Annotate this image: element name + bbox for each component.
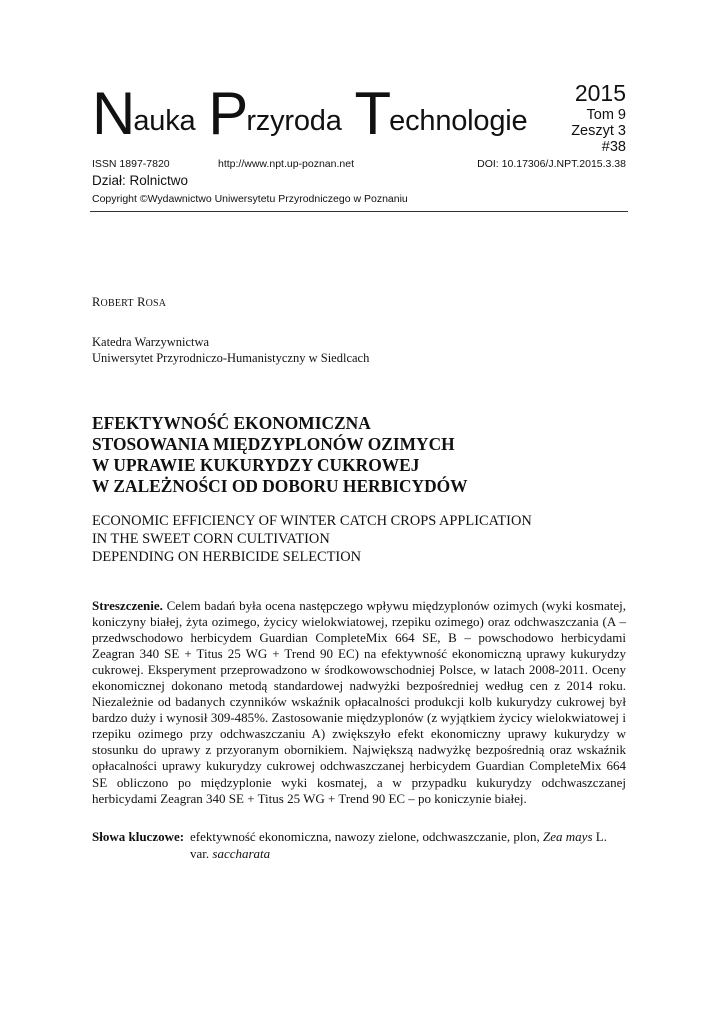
journal-title-word-2: Przyroda (208, 80, 342, 147)
title-pl (92, 413, 468, 497)
issn: ISSN 1897-7820 (92, 158, 170, 170)
affiliation-university: Uniwersytet Przyrodniczo-Humanistyczny w Siedlcach (92, 351, 370, 365)
title-en (92, 512, 532, 566)
author-name: ROBERT ROSA (92, 295, 167, 309)
keywords (92, 828, 626, 862)
title-en-line: ECONOMIC EFFICIENCY OF WINTER CATCH CROPS APPLICATION (92, 513, 532, 529)
journal-volume: Tom 9 (586, 107, 626, 123)
journal-title-word-1: Nauka (92, 80, 196, 147)
title-en-line: DEPENDING ON HERBICIDE SELECTION (92, 549, 362, 565)
title-pl-line: STOSOWANIA MIĘDZYPLONÓW OZIMYCH (92, 434, 455, 454)
title-pl-line: W ZALEŻNOŚCI OD DOBORU HERBICYDÓW (92, 476, 468, 496)
abstract-label: Streszczenie. (92, 598, 163, 613)
title-en-line: IN THE SWEET CORN CULTIVATION (92, 531, 330, 547)
journal-title (92, 80, 532, 147)
doi[interactable]: DOI: 10.17306/J.NPT.2015.3.38 (477, 158, 626, 170)
header-rule (90, 211, 628, 212)
journal-url[interactable]: http://www.npt.up-poznan.net (218, 158, 355, 170)
journal-year: 2015 (574, 80, 626, 106)
article-number: #38 (601, 139, 626, 155)
affiliation-dept: Katedra Warzywnictwa (92, 335, 210, 349)
copyright: Copyright ©Wydawnictwo Uniwersytetu Przyrodniczego w Poznaniu (92, 193, 408, 205)
journal-issue: Zeszyt 3 (571, 123, 626, 139)
journal-title-word-3: Technologie (354, 80, 528, 147)
keywords-label: Słowa kluczowe: (92, 829, 185, 844)
title-pl-line: W UPRAWIE KUKURYDZY CUKROWEJ (92, 455, 420, 475)
abstract (92, 598, 626, 807)
abstract-text: Celem badań była ocena następczego wpływu międzyplonów ozimych (wyki kosmatej, koniczyny białej, żyta ozimego, życicy wielokwiatowej, rzepiku ozimego) oraz odchwaszczania (A – przedwschodowo herbicydem Guardian CompleteMix 664 SE, B – powschodowo herbicydami Zeagran 340 SE + Titus 25 WG + Trend 90 EC) na efektywność ekonomiczną uprawy kukurydzy cukrowej. Eksperyment przeprowadzono w środkowowschodniej Polsce, w latach 2008-2011. Oceny ekonomicznej dokonano metodą standardowej nadwyżki bezpośredniej według cen z 2014 roku. Niezależnie od badanych czynników wskaźnik opłacalności produkcji kolb kukurydzy cukrowej był bardzo duży i wynosił 309-485%. Zastosowanie międzyplonów (z wyjątkiem życicy wielokwiatowej i rzepiku ozimego przy odchwaszczaniu A) zwiększyło efekt ekonomiczny uprawy kukurydzy w stosunku do uprawy z przyoranym obornikiem. Największą nadwyżkę bezpośrednią oraz wskaźnik opłacalności uprawy kukurydzy cukrowej odchwaszczanej herbicydem Guardian CompleteMix 664 SE obliczono po międzyplonie wyki kosmatej, a w przypadku kukurydzy odchwaszczanej herbicydami Zeagran 340 SE + Titus 25 WG + Trend 90 EC – po koniczynie białej. (92, 598, 626, 806)
title-pl-line: EFEKTYWNOŚĆ EKONOMICZNA (92, 413, 371, 433)
journal-section: Dział: Rolnictwo (92, 173, 189, 188)
keywords-body: efektywność ekonomiczna, nawozy zielone, odchwaszczanie, plon, Zea mays L. var. saccharata (190, 829, 607, 861)
